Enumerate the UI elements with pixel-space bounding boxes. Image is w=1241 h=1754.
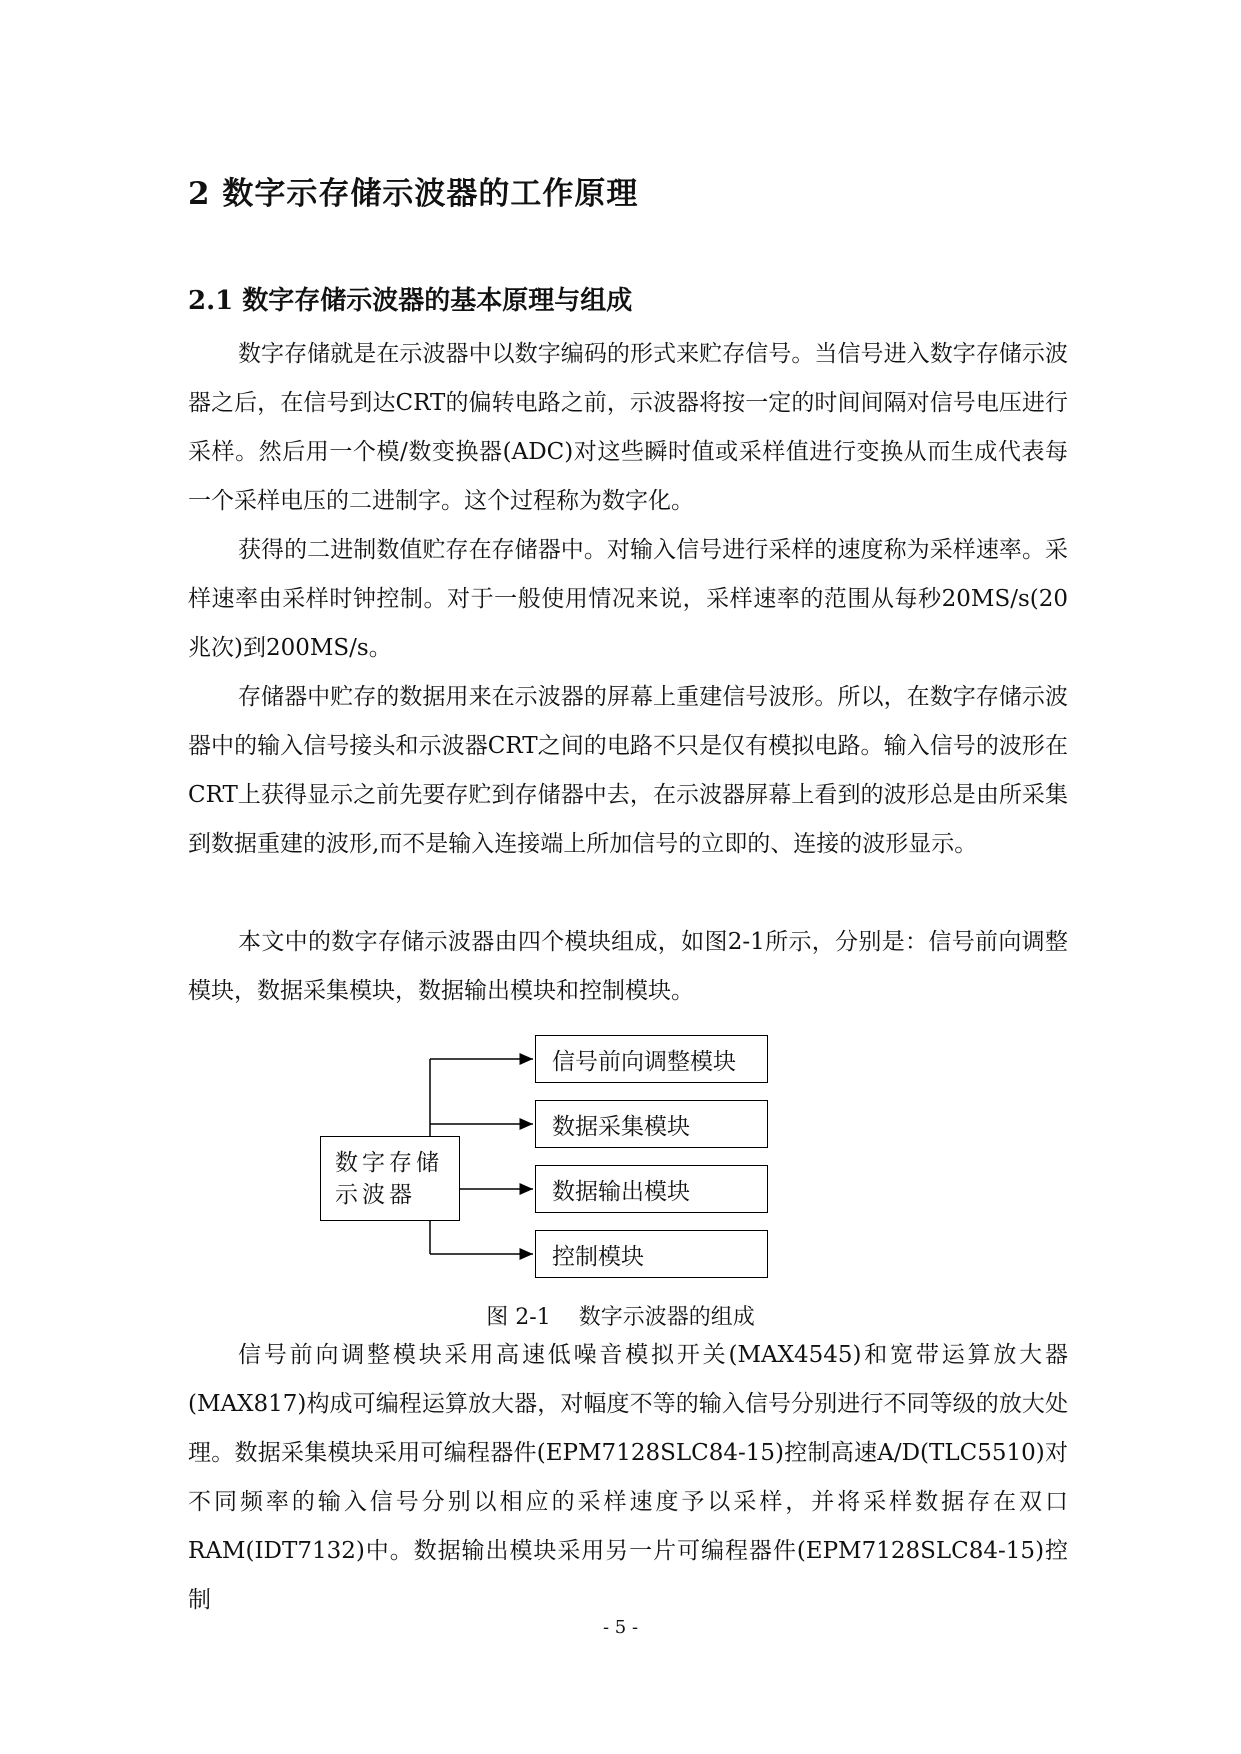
- module-box-control: 控制模块: [535, 1230, 768, 1278]
- paragraph-3: 存储器中贮存的数据用来在示波器的屏幕上重建信号波形。所以，在数字存储示波器中的输入信号接头和示波器CRT之间的电路不只是仅有模拟电路。输入信号的波形在CRT上获得显示之前先要存贮到存储器中去，在示波器屏幕上看到的波形总是由所采集到数据重建的波形,而不是输入连接端上所加信号的立即的、连接的波形显示。: [188, 684, 1068, 857]
- paragraph-1: 数字存储就是在示波器中以数字编码的形式来贮存信号。当信号进入数字存储示波器之后，在信号到达CRT的偏转电路之前，示波器将按一定的时间间隔对信号电压进行采样。然后用一个模/数变换器(ADC)对这些瞬时值或采样值进行变换从而生成代表每一个采样电压的二进制字。这个过程称为数字化。: [188, 341, 1068, 514]
- figure-caption: 图 2-1 数字示波器的组成: [486, 1305, 755, 1330]
- module-box-data-output: 数据输出模块: [535, 1165, 768, 1213]
- paragraph-4: 本文中的数字存储示波器由四个模块组成，如图2-1所示，分别是：信号前向调整模块，数据采集模块，数据输出模块和控制模块。: [188, 929, 1068, 1004]
- paragraph-5: 信号前向调整模块采用高速低噪音模拟开关(MAX4545)和宽带运算放大器(MAX817)构成可编程运算放大器，对幅度不等的输入信号分别进行不同等级的放大处理。数据采集模块采用可编程器件(EPM7128SLC84-15)控制高速A/D(TLC5510)对不同频率的输入信号分别以相应的采样速度予以采样，并将采样数据存在双口RAM(IDT7132)中。数据输出模块采用另一片可编程器件(EPM7128SLC84-15)控制: [188, 1342, 1068, 1613]
- chapter-title: 2 数字示存储示波器的工作原理: [188, 176, 639, 212]
- module-box-signal-conditioning: 信号前向调整模块: [535, 1035, 768, 1083]
- page-number: - 5 -: [602, 1617, 639, 1638]
- root-box: 数字存储示波器: [320, 1136, 460, 1221]
- section-title: 2.1 数字存储示波器的基本原理与组成: [188, 286, 633, 316]
- paragraph-2: 获得的二进制数值贮存在存储器中。对输入信号进行采样的速度称为采样速率。采样速率由采样时钟控制。对于一般使用情况来说，采样速率的范围从每秒20MS/s(20兆次)到200MS/s。: [188, 537, 1068, 661]
- module-box-data-acquisition: 数据采集模块: [535, 1100, 768, 1148]
- composition-diagram: [300, 1035, 800, 1295]
